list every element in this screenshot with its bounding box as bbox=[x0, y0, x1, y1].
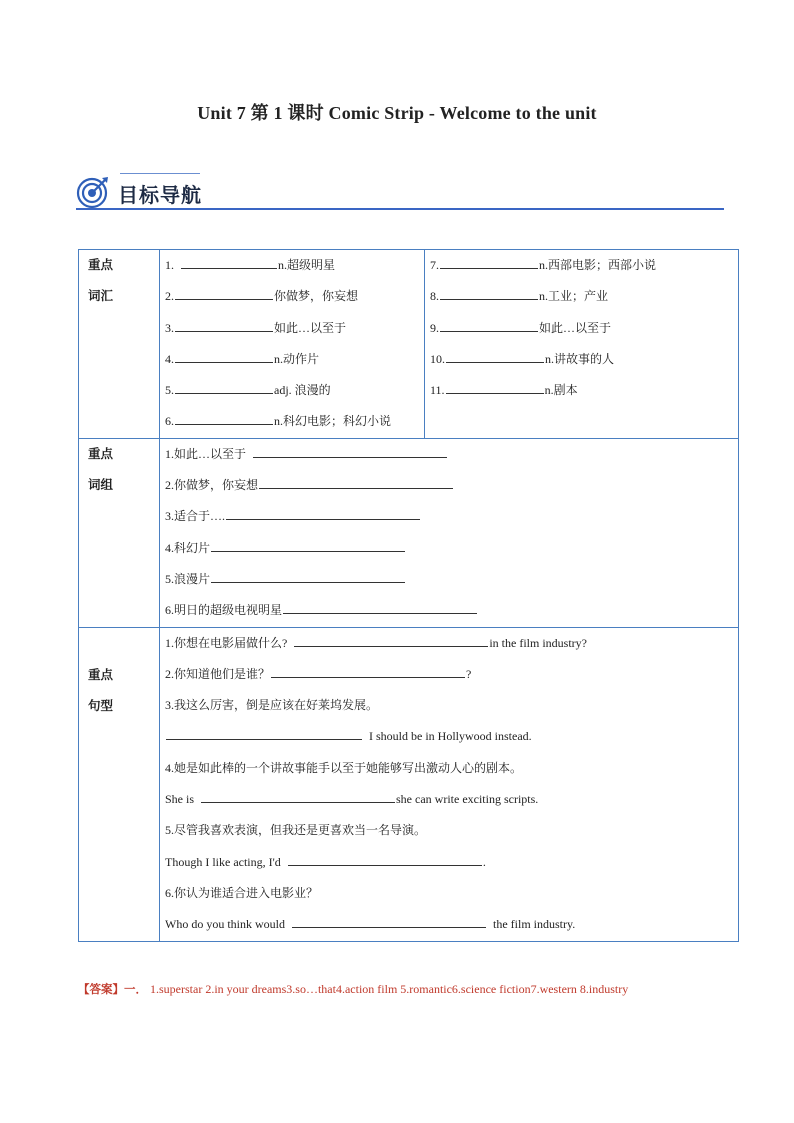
sentence-line: Who do you think would the film industry. bbox=[165, 917, 576, 932]
sentence-line: Though I like acting, I'd . bbox=[165, 854, 486, 869]
phrase-item: 6.明日的超级电视明星 bbox=[160, 595, 738, 626]
phrase-item: 4.科幻片 bbox=[160, 533, 738, 564]
phrase-item: 5.浪漫片 bbox=[160, 564, 738, 595]
answer-blank[interactable] bbox=[440, 287, 538, 300]
cat-label: 词组 bbox=[88, 477, 114, 492]
answer-blank[interactable] bbox=[166, 727, 362, 740]
vocab-row bbox=[79, 250, 739, 439]
vocab-right bbox=[425, 250, 739, 439]
cat-label: 句型 bbox=[88, 698, 114, 713]
answer-blank[interactable] bbox=[446, 381, 544, 394]
answer-blank[interactable] bbox=[175, 319, 273, 332]
answer-blank[interactable] bbox=[440, 319, 538, 332]
answer-blank[interactable] bbox=[175, 287, 273, 300]
study-table bbox=[78, 249, 739, 942]
target-icon bbox=[76, 175, 110, 209]
cat-label: 重点 bbox=[88, 258, 114, 272]
answer-blank[interactable] bbox=[259, 476, 453, 489]
answer-blank[interactable] bbox=[226, 507, 420, 520]
vocab-item: 5. adj. 浪漫的 bbox=[165, 383, 331, 398]
phrases-content bbox=[160, 438, 739, 627]
answer-blank[interactable] bbox=[175, 350, 273, 363]
sentences-category bbox=[79, 627, 160, 941]
phrases-row bbox=[79, 438, 739, 627]
answer-blank[interactable] bbox=[440, 256, 538, 269]
answer-blank[interactable] bbox=[288, 853, 482, 866]
answer-blank[interactable] bbox=[181, 256, 277, 269]
answer-blank[interactable] bbox=[201, 790, 395, 803]
phrase-item: 2.你做梦，你妄想 bbox=[160, 470, 738, 501]
vocab-item: 3. 如此…以至于 bbox=[165, 320, 347, 335]
vocab-item: 1. n.超级明星 bbox=[165, 258, 336, 272]
section-header bbox=[76, 170, 724, 214]
answer-key bbox=[78, 981, 628, 997]
vocab-item: 8. n.工业；产业 bbox=[430, 289, 609, 304]
answer-blank[interactable] bbox=[294, 634, 488, 647]
sentence-line: 6.你认为谁适合进入电影业？ bbox=[165, 885, 319, 900]
sentence-line: 4.她是如此棒的一个讲故事能手以至于她能够写出激动人心的剧本。 bbox=[165, 760, 523, 775]
vocab-item: 9. 如此…以至于 bbox=[430, 320, 612, 335]
answer-tag: 【答案】一． bbox=[78, 982, 147, 996]
answer-blank[interactable] bbox=[446, 350, 544, 363]
answer-blank[interactable] bbox=[211, 570, 405, 583]
answer-blank[interactable] bbox=[211, 539, 405, 552]
phrases-category bbox=[79, 438, 160, 627]
cat-label: 词汇 bbox=[88, 289, 114, 303]
phrase-item: 1.如此…以至于 bbox=[160, 439, 738, 470]
cat-label: 重点 bbox=[88, 446, 114, 461]
sentence-line: 3.我这么厉害，倒是应该在好莱坞发展。 bbox=[165, 698, 379, 713]
vocab-item: 6. n.科幻电影；科幻小说 bbox=[165, 414, 392, 429]
sentence-line: 5.尽管我喜欢表演，但我还是更喜欢当一名导演。 bbox=[165, 823, 427, 838]
page-title: Unit 7 第 1 课时 Comic Strip - Welcome to the unit bbox=[197, 103, 597, 123]
cat-label: 重点 bbox=[88, 667, 114, 682]
answer-blank[interactable] bbox=[292, 915, 486, 928]
answer-blank[interactable] bbox=[271, 665, 465, 678]
vocab-item: 4. n.动作片 bbox=[165, 351, 320, 366]
section-label: 目标导航 bbox=[118, 183, 202, 207]
vocab-left bbox=[160, 250, 425, 439]
answer-text: 1.superstar 2.in your dreams3.so…that4.action film 5.romantic6.science fiction7.western 8.industry bbox=[150, 982, 629, 996]
sentence-line: I should be in Hollywood instead. bbox=[160, 721, 738, 752]
sentence-line: 2.你知道他们是谁？ ? bbox=[165, 666, 472, 681]
vocab-item: 2. 你做梦，你妄想 bbox=[165, 289, 359, 304]
sentence-line: She is she can write exciting scripts. bbox=[165, 792, 539, 807]
vocab-item: 10. n.讲故事的人 bbox=[430, 351, 615, 366]
sentences-row bbox=[79, 627, 739, 941]
vocab-item: 7. n.西部电影；西部小说 bbox=[430, 258, 657, 272]
phrase-item: 3.适合于…. bbox=[160, 501, 738, 532]
vocab-category bbox=[79, 250, 160, 439]
answer-blank[interactable] bbox=[175, 412, 273, 425]
sentence-line: 1.你想在电影届做什么? in the film industry? bbox=[165, 635, 587, 650]
answer-blank[interactable] bbox=[283, 601, 477, 614]
answer-blank[interactable] bbox=[175, 381, 273, 394]
vocab-item: 11. n.剧本 bbox=[430, 383, 578, 398]
sentences-content bbox=[160, 627, 739, 941]
header-decor-line bbox=[120, 173, 200, 174]
answer-blank[interactable] bbox=[253, 445, 447, 458]
section-underline bbox=[76, 208, 724, 210]
